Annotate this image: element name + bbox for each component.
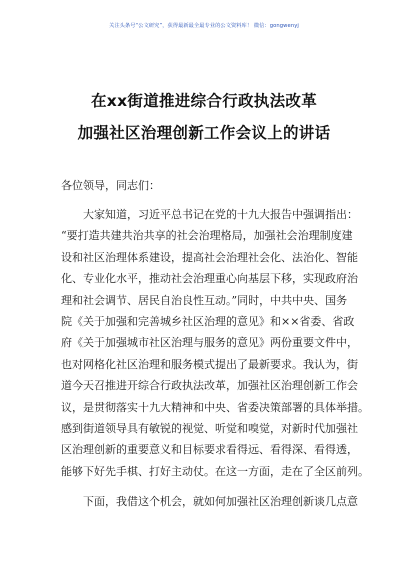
salutation: 各位领导，同志们： xyxy=(61,179,160,192)
text-line: 理和社会调节、居民自治良性互动。”同时，中共中央、国务 xyxy=(61,293,348,307)
body-paragraph-1 xyxy=(61,204,369,482)
text-line: 化、专业化水平，推动社会治理重心向基层下移，实现政府治 xyxy=(61,272,358,286)
text-line: 能够下好先手棋、打好主动仗。在这一方面，走在了全区前列。 xyxy=(61,464,369,478)
text-line: 大家知道，习近平总书记在党的十九大报告中强调指出： xyxy=(83,208,358,221)
text-line: 院《关于加强和完善城乡社区治理的意见》和××省委、省政 xyxy=(61,314,355,328)
text-line: 感到街道领导具有敏锐的视觉、听觉和嗅觉，对新时代加强社 xyxy=(61,421,358,435)
body-paragraph-2 xyxy=(61,491,359,512)
text-line: “要打造共建共治共享的社会治理格局，加强社会治理制度建 xyxy=(61,229,353,243)
text-line: 府《关于加强城市社区治理与服务的意见》两份重要文件中， xyxy=(61,336,358,350)
text-line: 设和社区治理体系建设，提高社会治理社会化、法治化、智能 xyxy=(61,250,358,264)
text-line: 道今天召推进开综合行政执法改革，加强社区治理创新工作会 xyxy=(61,379,358,393)
header-banner: 关注头条号“公文研究”，获得最新最全最专业的公文资料库！ 微信：gongwenyj xyxy=(109,23,299,29)
text-line: 下面，我借这个机会，就如何加强社区治理创新谈几点意 xyxy=(83,495,358,508)
document-title-line-2: 加强社区治理创新工作会议上的讲话 xyxy=(77,124,331,142)
text-line: 区治理创新的重要意义和目标要求看得远、看得深、看得透， xyxy=(61,443,358,457)
text-line: 也对网格化社区治理和服务模式提出了最新要求。我认为，街 xyxy=(61,357,358,371)
document-title-line-1: 在xx街道推进综合行政执法改革 xyxy=(91,92,317,110)
text-line: 议，是贯彻落实十九大精神和中央、省委决策部署的具体举措。 xyxy=(61,400,369,414)
